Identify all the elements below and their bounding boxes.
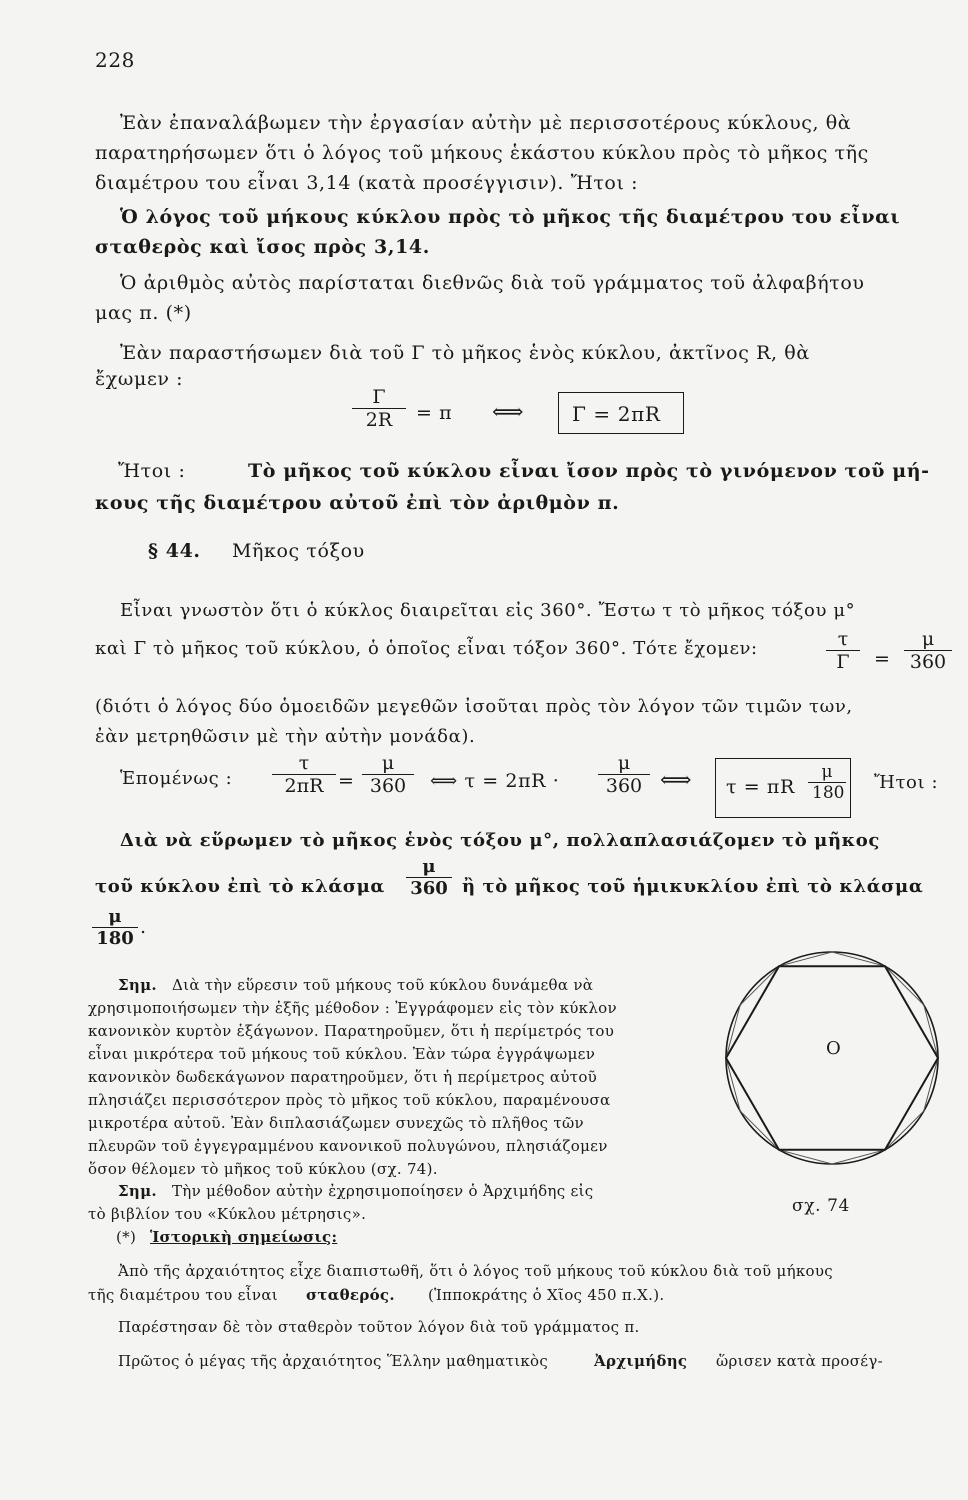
history-line-1: Ἀπὸ τῆς ἀρχαιότητος εἶχε διαπιστωθῆ, ὅτι ὁ λόγος τοῦ μήκους τοῦ κύκλου διὰ τοῦ μήκους xyxy=(118,1262,834,1280)
note-1-line-3: κανονικὸν κυρτὸν ἑξάγωνον. Παρατηροῦμεν, ὅτι ἡ περίμετρός του xyxy=(88,1022,615,1040)
section-number: § 44. xyxy=(148,540,201,562)
boxed-formula-lhs: τ = πR xyxy=(726,776,795,798)
note-2-label: Σημ. xyxy=(118,1182,157,1200)
fraction-mu-over-360 xyxy=(362,752,414,797)
fraction-denominator: 180 xyxy=(808,782,846,803)
note-1-line-8: πλευρῶν τοῦ ἐγγεγραμμένου κανονικοῦ πολυγώνου, πλησιάζομεν xyxy=(88,1137,608,1155)
formula-gamma-over-2r xyxy=(352,386,406,431)
page-number: 228 xyxy=(95,48,135,72)
fraction-numerator: μ xyxy=(617,752,631,774)
fraction-denominator: 360 xyxy=(406,877,452,899)
rule-fraction-mu-over-180 xyxy=(92,906,138,949)
gamma-definition-line-2: ἔχωμεν : xyxy=(95,368,184,390)
note-2-line-1: Τὴν μέθοδον αὐτὴν ἐχρησιμοποίησεν ὁ Ἀρχιμήδης εἰς xyxy=(172,1182,594,1200)
fraction-mu-over-360 xyxy=(598,752,650,797)
history-line-3: Παρέστησαν δὲ τὸν σταθερὸν τοῦτον λόγον διὰ τοῦ γράμματος π. xyxy=(118,1318,640,1336)
formula-2-suffix: Ἤτοι : xyxy=(874,772,939,793)
fraction-numerator: μ xyxy=(108,906,122,927)
rule-line-2-start: τοῦ κύκλου ἐπὶ τὸ κλάσμα xyxy=(95,876,385,897)
equals-sign: = xyxy=(338,770,355,792)
fraction-tau-over-gamma xyxy=(826,628,860,673)
history-heading-mark: (*) xyxy=(116,1228,137,1246)
fraction-denominator: 360 xyxy=(904,650,952,673)
intro-line-1: Ἐὰν ἐπαναλάβωμεν τὴν ἐργασίαν αὐτὴν μὲ περισσοτέρους κύκλους, θὰ xyxy=(120,112,852,134)
formula-equals-pi: = π xyxy=(416,402,453,424)
fraction-denominator: Γ xyxy=(826,650,860,673)
statement-line-2: σταθερὸς καὶ ἴσος πρὸς 3,14. xyxy=(95,236,430,258)
fraction-numerator: μ xyxy=(422,856,436,877)
arc-line-4: ἐὰν μετρηθῶσιν μὲ τὴν αὐτὴν μονάδα). xyxy=(95,726,476,747)
formula-2-prefix: Ἑπομένως : xyxy=(120,768,233,789)
history-line-4b: Ἀρχιμήδης xyxy=(594,1352,688,1370)
intro-line-3: διαμέτρου του εἶναι 3,14 (κατὰ προσέγγισιν). Ἤτοι : xyxy=(95,172,639,194)
boxed-formula-text: Γ = 2πR xyxy=(572,402,661,426)
rule-line-2-end: ἢ τὸ μῆκος τοῦ ἡμικυκλίου ἐπὶ τὸ κλάσμα xyxy=(462,876,924,897)
note-1-label: Σημ. xyxy=(118,976,157,994)
figure-74-circle-hexagon xyxy=(702,948,966,1192)
note-1-line-4: εἶναι μικρότερα τοῦ μήκους τοῦ κύκλου. Ἐὰν τώρα ἐγγράψωμεν xyxy=(88,1045,596,1063)
fraction-denominator: 360 xyxy=(598,774,650,797)
period: . xyxy=(140,916,147,938)
history-heading: Ἱστορικὴ σημείωσις: xyxy=(150,1228,338,1246)
note-1-line-7: μικροτέρα αὐτοῦ. Ἐὰν διπλασιάζωμεν συνεχῶς τὸ πλῆθος τῶν xyxy=(88,1114,584,1132)
note-1-line-9: ὅσον θέλομεν τὸ μῆκος τοῦ κύκλου (σχ. 74). xyxy=(88,1160,438,1178)
fraction-mu-over-360 xyxy=(904,628,952,673)
fraction-tau-over-2pir xyxy=(272,752,336,797)
fraction-numerator: μ xyxy=(821,762,833,782)
pi-definition-line-1: Ὁ ἀριθμὸς αὐτὸς παρίσταται διεθνῶς διὰ τοῦ γράμματος τοῦ ἀλφαβήτου xyxy=(120,272,865,294)
formula-equivalence-arrow: ⟺ xyxy=(660,768,693,793)
history-line-2b: σταθερός. xyxy=(306,1286,395,1304)
gamma-definition-line-1: Ἐὰν παραστήσωμεν διὰ τοῦ Γ τὸ μῆκος ἑνὸς κύκλου, ἀκτῖνος R, θὰ xyxy=(120,342,810,364)
note-1-line-1: Διὰ τὴν εὕρεσιν τοῦ μήκους τοῦ κύκλου δυνάμεθα νὰ xyxy=(172,976,594,994)
figure-caption: σχ. 74 xyxy=(792,1196,850,1216)
fraction-numerator: Γ xyxy=(372,386,386,408)
note-1-line-5: κανονικὸν δωδεκάγωνον παρατηροῦμεν, ὅτι ἡ περίμετρος αὐτοῦ xyxy=(88,1068,598,1086)
statement-line-1: Ὁ λόγος τοῦ μήκους κύκλου πρὸς τὸ μῆκος τῆς διαμέτρου του εἶναι xyxy=(120,206,901,228)
fraction-numerator: τ xyxy=(298,752,310,774)
figure-center-label: Ο xyxy=(826,1038,841,1059)
fraction-denominator: 360 xyxy=(362,774,414,797)
conclusion-bold-line-1: Τὸ μῆκος τοῦ κύκλου εἶναι ἴσον πρὸς τὸ γινόμενον τοῦ μή- xyxy=(248,460,930,482)
history-line-2a: τῆς διαμέτρου του εἶναι xyxy=(88,1286,278,1304)
rule-line-1: Διὰ νὰ εὕρωμεν τὸ μῆκος ἑνὸς τόξου μ°, πολλαπλασιάζομεν τὸ μῆκος xyxy=(120,830,880,851)
pi-definition-line-2: μας π. (*) xyxy=(95,302,192,324)
note-2-line-2: τὸ βιβλίον του «Κύκλου μέτρησις». xyxy=(88,1205,367,1223)
boxed-fraction-mu-over-180 xyxy=(808,762,846,803)
conclusion-prefix: Ἤτοι : xyxy=(118,460,186,482)
rule-fraction-mu-over-360 xyxy=(406,856,452,899)
equals-sign: = xyxy=(874,648,891,670)
arc-line-1: Εἶναι γνωστὸν ὅτι ὁ κύκλος διαιρεῖται εἰς 360°. Ἔστω τ τὸ μῆκος τόξου μ° xyxy=(120,600,856,621)
fraction-numerator: μ xyxy=(381,752,395,774)
formula-equivalence-arrow: ⟺ xyxy=(492,400,525,425)
fraction-denominator: 2R xyxy=(352,408,406,431)
note-1-line-2: χρησιμοποιήσωμεν τὴν ἑξῆς μέθοδον : Ἐγγράφομεν εἰς τὸν κύκλον xyxy=(88,999,617,1017)
history-line-4c: ὥρισεν κατὰ προσέγ- xyxy=(716,1352,883,1370)
conclusion-bold-line-2: κους τῆς διαμέτρου αὐτοῦ ἐπὶ τὸν ἀριθμὸν π. xyxy=(95,492,620,514)
formula-2-middle: ⟺ τ = 2πR · xyxy=(430,770,560,792)
intro-line-2: παρατηρήσωμεν ὅτι ὁ λόγος τοῦ μήκους ἑκάστου κύκλου πρὸς τὸ μῆκος τῆς xyxy=(95,142,869,164)
fraction-numerator: τ xyxy=(837,628,849,650)
note-1-line-6: πλησιάζει περισσότερον πρὸς τὸ μῆκος τοῦ κύκλου, παραμένουσα xyxy=(88,1091,611,1109)
history-line-4a: Πρῶτος ὁ μέγας τῆς ἀρχαιότητος Ἕλλην μαθηματικὸς xyxy=(118,1352,549,1370)
arc-line-3: (διότι ὁ λόγος δύο ὁμοειδῶν μεγεθῶν ἰσοῦται πρὸς τὸν λόγον τῶν τιμῶν των, xyxy=(95,696,853,717)
section-title: Μῆκος τόξου xyxy=(232,540,365,562)
arc-line-2: καὶ Γ τὸ μῆκος τοῦ κύκλου, ὁ ὁποῖος εἶναι τόξον 360°. Τότε ἔχομεν: xyxy=(95,638,758,659)
fraction-numerator: μ xyxy=(921,628,935,650)
history-line-2c: (Ἱπποκράτης ὁ Χῖος 450 π.Χ.). xyxy=(428,1286,665,1304)
fraction-denominator: 2πR xyxy=(272,774,336,797)
fraction-denominator: 180 xyxy=(92,927,138,949)
